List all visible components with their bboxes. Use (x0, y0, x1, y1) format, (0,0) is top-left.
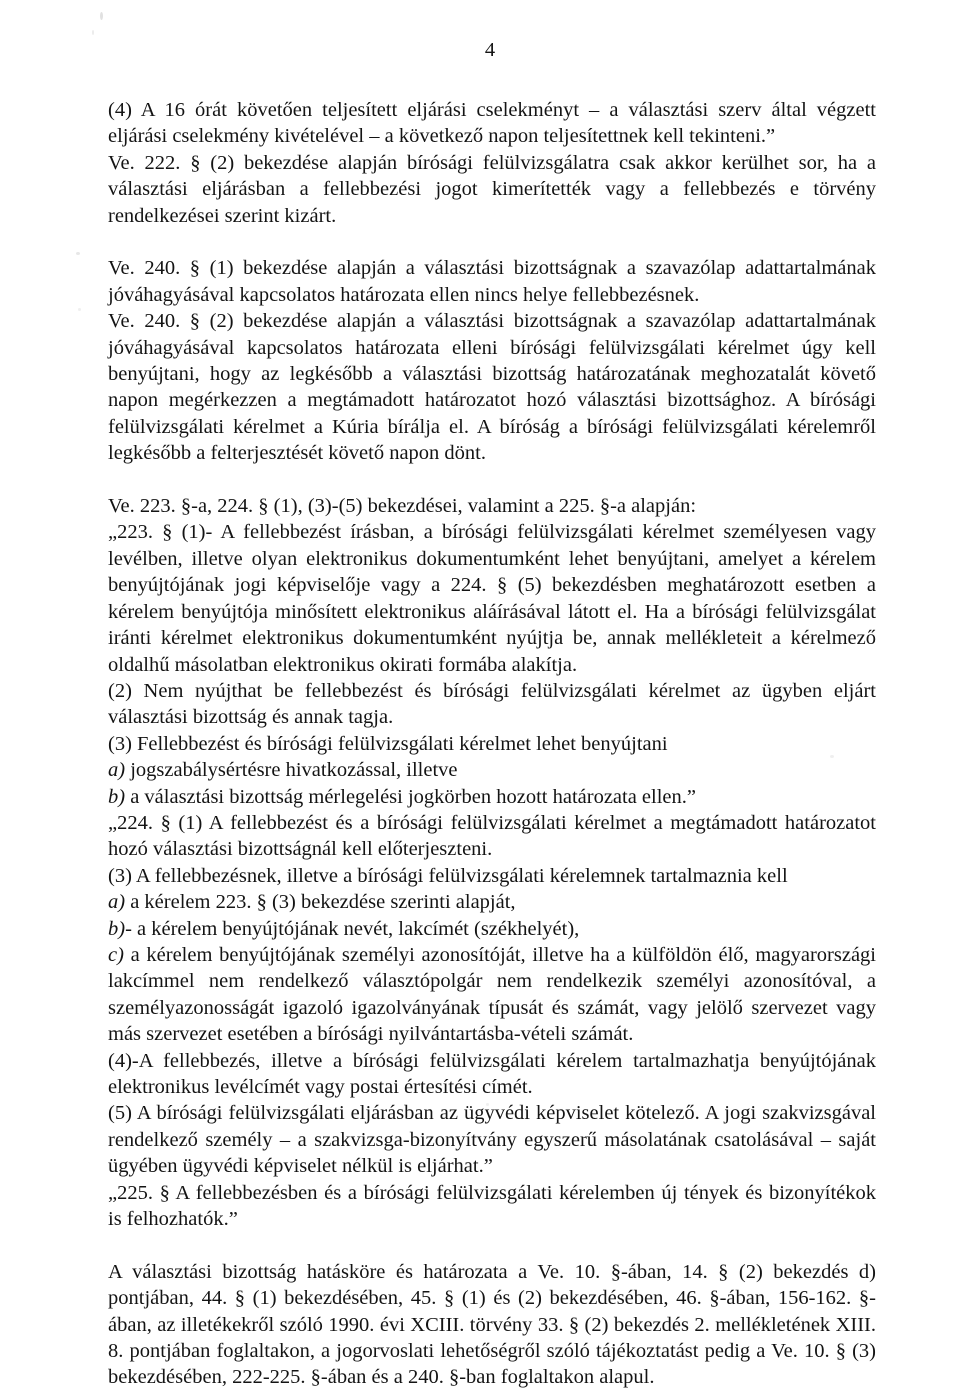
scan-speckle-icon (76, 252, 80, 255)
paragraph-223-2: (2) Nem nyújthat be fellebbezést és bírósági felülvizsgálati kérelmet az ügyben eljárt választási bizottság és annak tagja. (108, 679, 876, 729)
paragraph-225: „225. § A fellebbezésben és a bírósági felülvizsgálati kérelemben új tények és bizonyítékok is felhozhatók.” (108, 1181, 876, 1231)
list-marker: c) (108, 943, 124, 966)
paragraph-224-4: (4)‑A fellebbezés, illetve a bírósági felülvizsgálati kérelem tartalmazhatja benyújtójának elektronikus levélcímét vagy postai értesítési címét. (108, 1049, 876, 1098)
paragraph-spacer (108, 229, 876, 255)
paragraph-spacer (108, 467, 876, 493)
list-marker: b) (108, 785, 126, 808)
paragraph-223-3-b: b) a választási bizottság mérlegelési jogkörben hozott határozata ellen.” (108, 785, 696, 808)
scan-speckle-icon (78, 308, 81, 311)
page-number: 4 (484, 39, 496, 61)
paragraph-224-3: (3) A fellebbezésnek, illetve a bírósági felülvizsgálati kérelemnek tartalmaznia kell (108, 864, 788, 887)
paragraph-224-3-c: c) a kérelem benyújtójának személyi azonosítóját, illetve ha a külföldön élő, magyarországi lakcímmel nem rendelkező választópolgár nem rendelkezik személyi azonosítóval, a személyazonosságát igazoló igazolványának típusát és számát, vagy jelölő szervezet vagy más szervezet esetében a bírósági nyilvántartásba-vételi számát. (108, 943, 876, 1046)
paragraph-ve-16-ora: (4) A 16 órát követően teljesített eljárási cselekményt – a választási szerv által végzett eljárási cselekmény kivételével – a következő napon teljesítettnek kell tekinteni.” (108, 99, 876, 148)
list-marker: a) (108, 891, 126, 914)
paragraph-223-3-a: a) jogszabálysértésre hivatkozással, illetve (108, 759, 458, 782)
scan-speckle-icon (92, 30, 94, 35)
paragraph-224-5: (5) A bírósági felülvizsgálati eljárásban az ügyvédi képviselet kötelező. A jogi szakvizsgával rendelkező személy – a szakvizsga-bizonyítvány egyszerű másolatának csatolásával – saját ügyében ügyvédi képviselet nélkül is eljárhat.” (108, 1102, 876, 1178)
document-body (108, 97, 876, 1391)
paragraph-ve-222: Ve. 222. § (2) bekezdése alapján bírósági felülvizsgálatra csak akkor kerülhet sor, ha a választási eljárásban a fellebbezési jogot kimerítették vagy a fellebbezés e törvény rendelkezései szerint kizárt. (108, 151, 876, 227)
paragraph-hataskor: A választási bizottság hatásköre és határozata a Ve. 10. §-ában, 14. § (2) bekezdés d) pontjában, 44. § (1) bekezdésében, 45. § (1) és (2) bekezdésében, 46. §-ában, 156-162. §-ában, az illetékekről szóló 1990. évi XCIII. törvény 33. § (2) bekezdés 2. mellékletének XIII. 8. pontjában foglaltakon, a jogorvoslati lehetőségről szóló tájékoztatást pedig a Ve. 10. § (3) bekezdésében, 222-225. §-ában és a 240. §-ban foglaltakon alapul. (108, 1260, 876, 1389)
paragraph-224-3-b: b)‑ a kérelem benyújtójának nevét, lakcímét (székhelyét), (108, 917, 580, 940)
paragraph-ve-240-1: Ve. 240. § (1) bekezdése alapján a választási bizottságnak a szavazólap adattartalmának jóváhagyásával kapcsolatos határozata ellen nincs helye fellebbezésnek. (108, 257, 876, 306)
paragraph-224-3-a: a) a kérelem 223. § (3) bekezdése szerinti alapját, (108, 891, 516, 914)
paragraph-223-1: „223. § (1)‑ A fellebbezést írásban, a bírósági felülvizsgálati kérelmet személyesen vagy levélben, illetve olyan elektronikus dokumentumként lehet benyújtani, amelyet a kérelem benyújtójának jogi képviselője vagy a 224. § (5) bekezdésben meghatározott esetben a kérelem benyújtója minősített elektronikus aláírásával látott el. Ha a bírósági felülvizsgálat iránti kérelmet elektronikus dokumentumként nyújtja be, annak mellékleteit a kérelmező oldalhű másolatban elektronikus okirati formába alakítja. (108, 521, 876, 676)
paragraph-224-1: „224. § (1) A fellebbezést és a bírósági felülvizsgálati kérelmet a megtámadott határozatot hozó választási bizottságnál kell előterjeszteni. (108, 811, 876, 861)
paragraph-ve-240-2: Ve. 240. § (2) bekezdése alapján a választási bizottságnak a szavazólap adattartalmának jóváhagyásával kapcsolatos határozata elleni bírósági felülvizsgálati kérelmet úgy kell benyújtani, hogy az legkésőbb a választási bizottság határozatának meghozatalát követő napon megérkezzen a megtámadott határozatot hozó választási bizottsághoz. A bírósági felülvizsgálati kérelmet a Kúria bírálja el. A bíróság a bírósági felülvizsgálati kérelemről legkésőbb a felterjesztését követő napon dönt. (108, 310, 876, 465)
paragraph-spacer (108, 1232, 876, 1258)
scan-speckle-icon (100, 12, 103, 20)
paragraph-223-3: (3) Fellebbezést és bírósági felülvizsgálati kérelmet lehet benyújtani (108, 732, 668, 755)
list-marker: b) (108, 917, 126, 940)
list-marker: a) (108, 759, 126, 782)
paragraph-ve-223-heading: Ve. 223. §-a, 224. § (1), (3)-(5) bekezdései, valamint a 225. §-a alapján: (108, 495, 697, 518)
